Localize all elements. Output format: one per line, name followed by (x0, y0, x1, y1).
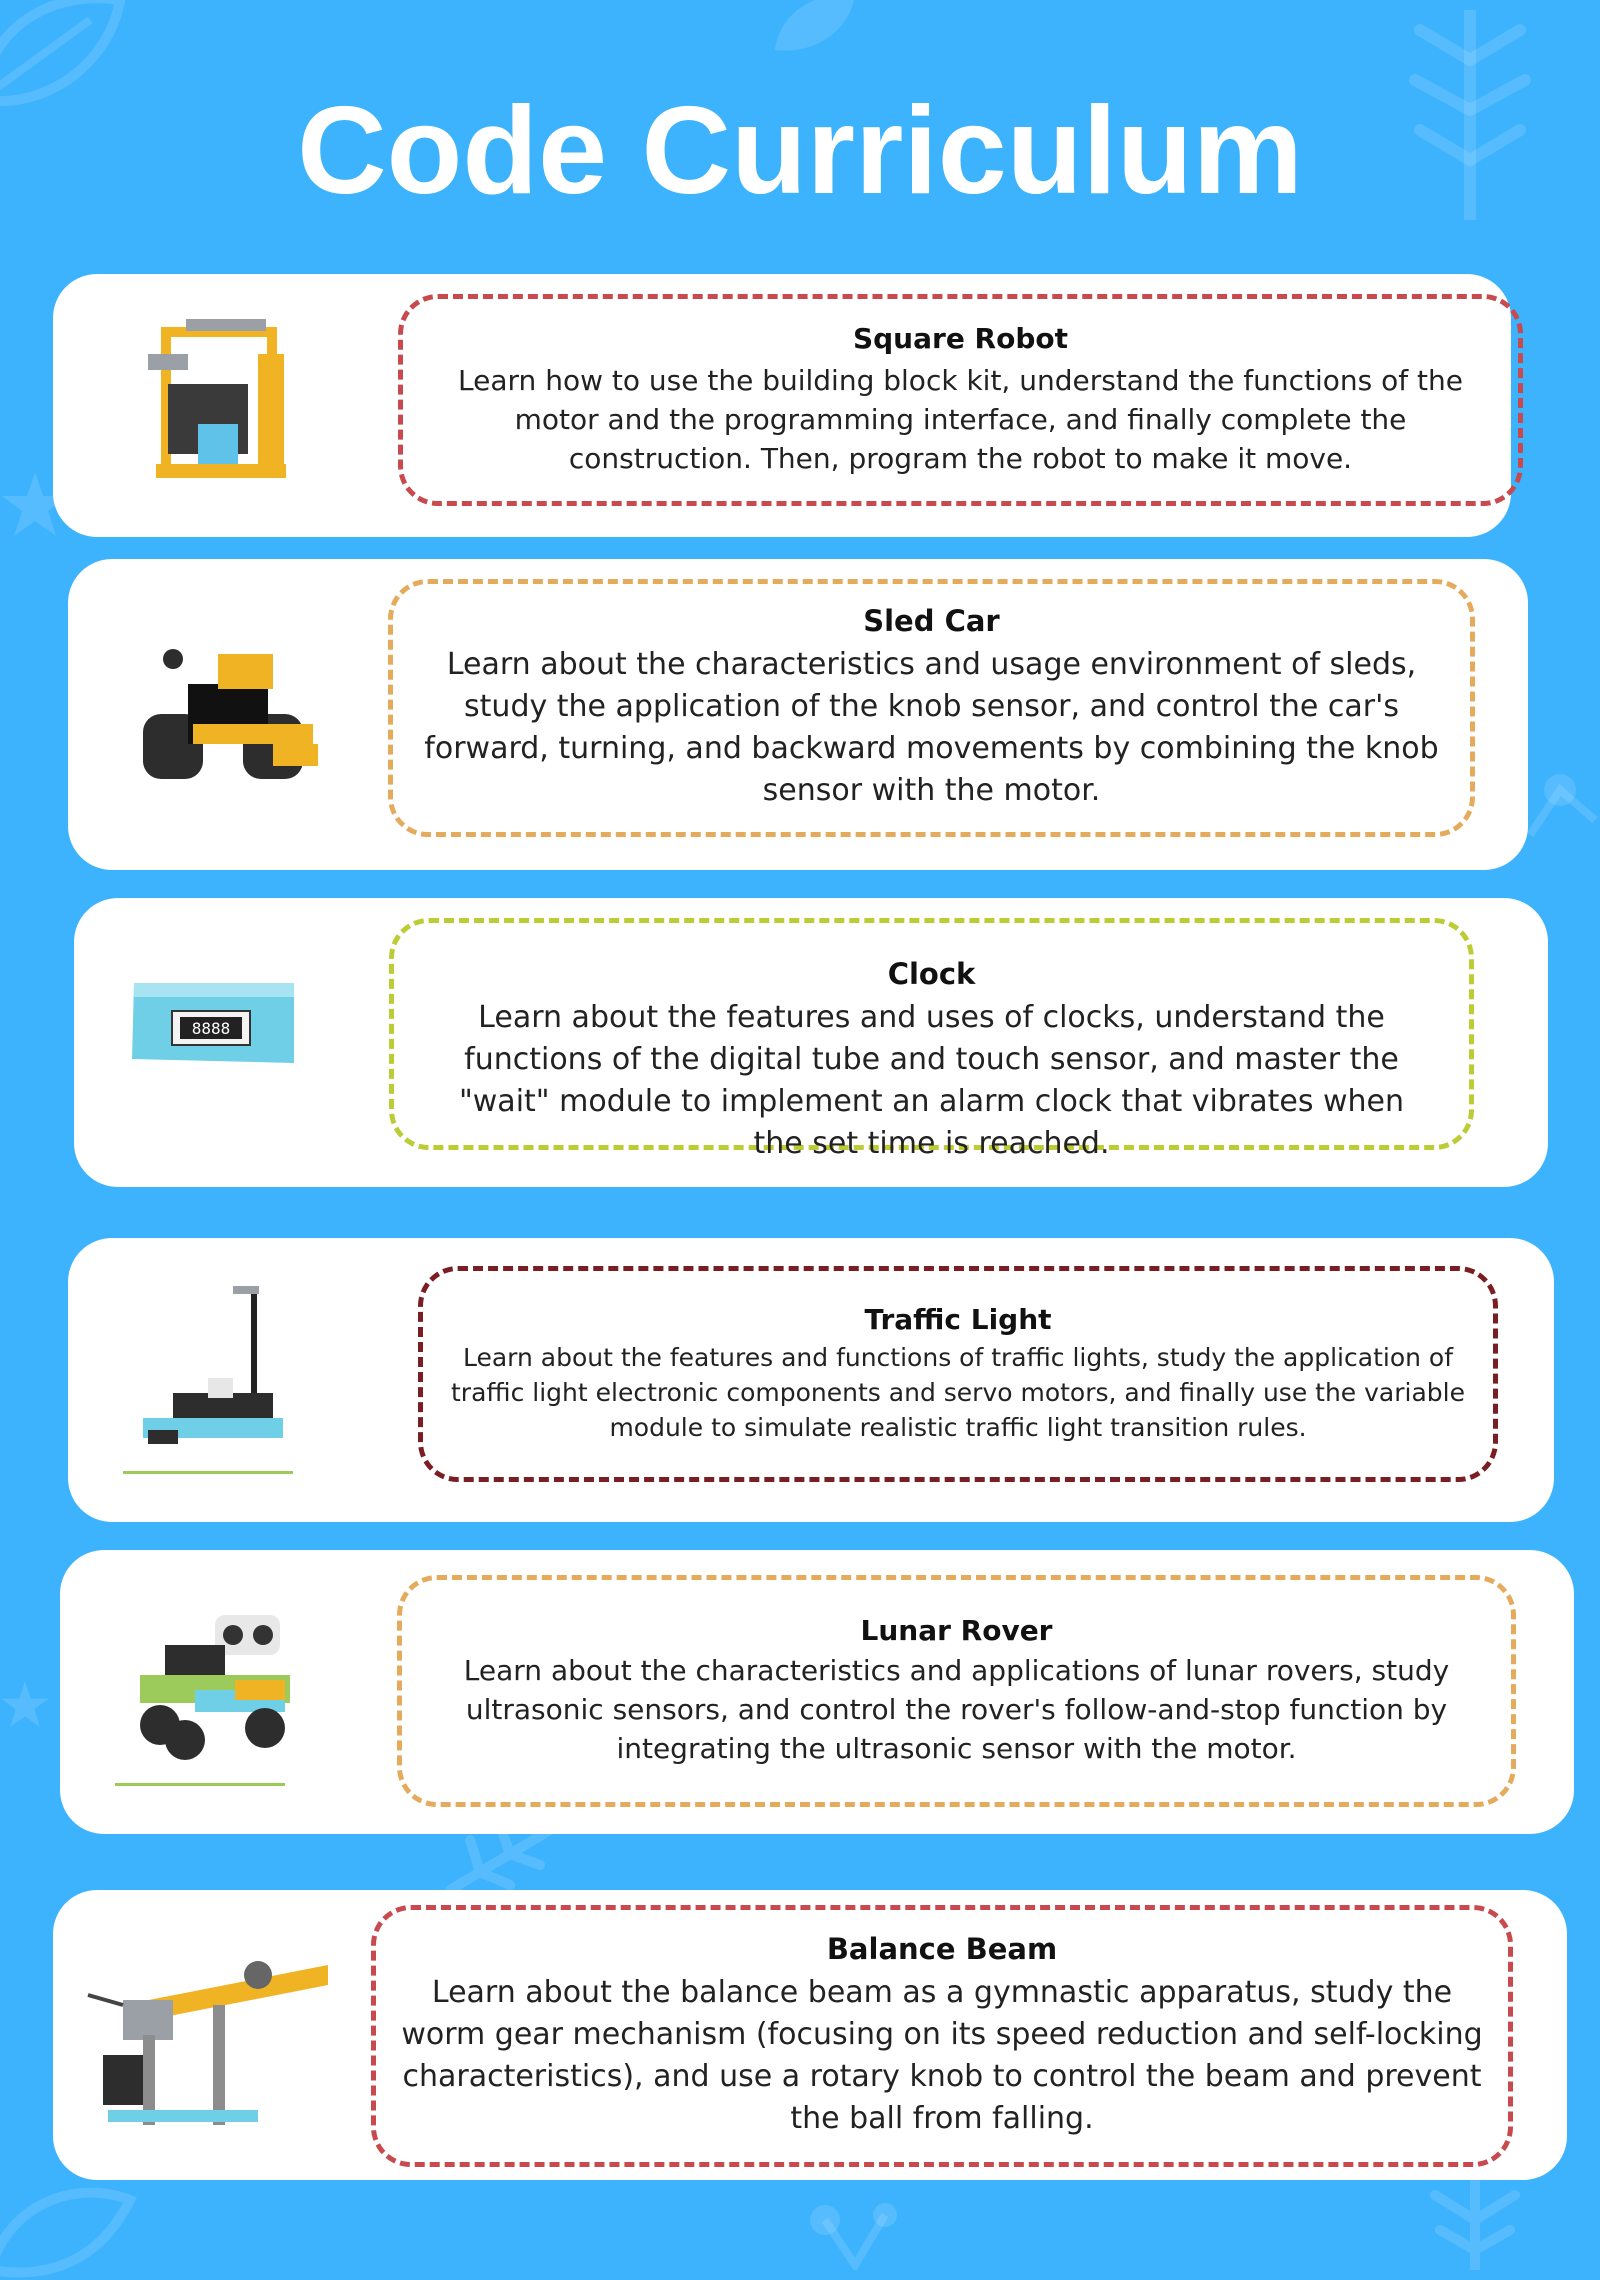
lesson-card-lunar-rover (60, 1550, 1574, 1834)
sled-car-image (133, 644, 333, 794)
leaf-decoration-bottom-left (0, 2170, 140, 2280)
lesson-card-clock (74, 898, 1548, 1187)
lesson-title: Square Robot (852, 322, 1069, 355)
lesson-box (418, 1266, 1498, 1482)
lunar-rover-image (115, 1600, 315, 1790)
lesson-box (389, 918, 1474, 1161)
lesson-card-sled-car (68, 559, 1528, 870)
lesson-description: Learn about the features and uses of clocks, understand the functions of the digital tube and touch sensor, and master the "wait" module to implement an alarm clock that vibrates when the set time is reached. (458, 1000, 1405, 1161)
lesson-box (397, 1575, 1516, 1807)
traffic-light-image (123, 1278, 303, 1478)
page-title: Code Curriculum (297, 82, 1303, 220)
lesson-description: Learn about the characteristics and applications of lunar rovers, study ultrasonic sensors, and control the rover's follow-and-stop function by integrating the ultrasonic sensor with the motor. (463, 1654, 1450, 1765)
lesson-card-square-robot (53, 274, 1511, 537)
lesson-title: Clock (887, 957, 976, 991)
clock-image (124, 973, 304, 1073)
square-robot-image (138, 314, 298, 494)
lesson-box (398, 294, 1523, 506)
lesson-title: Sled Car (863, 604, 1000, 638)
lesson-description: Learn about the balance beam as a gymnastic apparatus, study the worm gear mechanism (focusing on its speed reduction and self-locking characteristics), and use a rotary knob to control the beam and prevent the ball from falling. (401, 1975, 1483, 2136)
lesson-box (388, 579, 1475, 837)
lesson-description: Learn how to use the building block kit, understand the functions of the motor and the programming interface, and finally complete the construction. Then, program the robot to make it move. (458, 364, 1463, 475)
berry-decoration-bottom (800, 2190, 910, 2270)
branch-decoration-bottom-right (1420, 2170, 1530, 2270)
berry-decoration-right (1520, 760, 1600, 840)
star-decoration-left-lower (0, 1680, 50, 1730)
lesson-card-traffic-light (68, 1238, 1554, 1522)
lesson-title: Lunar Rover (860, 1614, 1053, 1647)
clock-display-digits: 8888 (191, 1019, 231, 1038)
leaf-decoration-top (770, 0, 860, 60)
lesson-description: Learn about the characteristics and usage environment of sleds, study the application of the knob sensor, and control the car's forward, turning, and backward movements by combining the knob sensor with the motor. (424, 647, 1439, 808)
lesson-title: Traffic Light (864, 1303, 1052, 1336)
lesson-card-balance-beam (53, 1890, 1567, 2180)
lesson-title: Balance Beam (826, 1932, 1058, 1966)
balance-beam-image (83, 1945, 333, 2135)
lesson-box (371, 1905, 1513, 2167)
lesson-description: Learn about the features and functions of traffic lights, study the application of traffic light electronic components and servo motors, and finally use the variable module to simulate realistic traffic light transition rules. (451, 1343, 1465, 1442)
